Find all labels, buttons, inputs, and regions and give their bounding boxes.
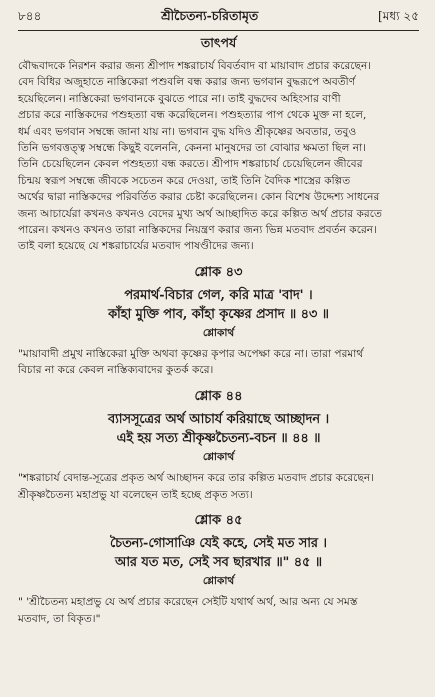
- translation-line: বিচার না করে কেবল নাস্তিক্যবাদের কুতর্ক করে।: [18, 364, 214, 377]
- translation-label: শ্লোকার্থ: [202, 326, 235, 339]
- verse-heading-44: শ্লোক ৪৪: [194, 389, 243, 405]
- verse-line: কাঁহা মুক্তি পাব, কাঁহা কৃষ্ণের প্রসাদ ॥ ৪৩ ॥: [108, 306, 329, 322]
- purport-line: বৌদ্ধবাদকে নিরশন করার জন্য শ্রীপাদ শঙ্করাচার্য বিবর্তবাদ বা মায়াবাদ প্রচার করেছেন।: [18, 60, 372, 72]
- verse-line: এই হয় সত্য শ্রীকৃষ্ণচৈতন্য-বচন ॥ ৪৪ ॥: [116, 431, 321, 447]
- chapter-reference: [মধ্য ২৫: [378, 9, 419, 23]
- purport-line: প্রচার করে নাস্তিকদের পশুহত্যা বন্ধ করেছিলেন। পশুহত্যার পাপ থেকে মুক্ত না হলে,: [18, 109, 367, 122]
- translation-label: শ্লোকার্থ: [202, 451, 235, 464]
- verse-translation-45: [18, 594, 419, 627]
- translation-label: শ্লোকার্থ: [202, 575, 235, 588]
- purport-line: অর্থের দ্বারা নাস্তিকদের পরিবর্তিত করার চেষ্টা করেছিলেন। কোন বিশেষ উদ্দেশ্য সাধনের: [18, 191, 380, 204]
- purport-line: তিনি চেয়েছিলেন কেবল পশুহত্যা বন্ধ করতে। শ্রীপাদ শঙ্করাচার্য চেয়েছিলেন জীবের: [18, 158, 363, 171]
- purport-line: পারেন। কখনও কখনও তারা নাস্তিকদের নিয়ন্ত্রণ করার জন্য ভিন্ন মতবাদ প্রবর্তন করেন।: [18, 224, 377, 237]
- verse-translation-43: [18, 346, 419, 379]
- translation-line: "মায়াবাদী প্রমুখ নাস্তিকেরা মুক্তি অথবা কৃষ্ণের কৃপার অপেক্ষা করে না। তারা পরমার্থ: [18, 347, 364, 360]
- translation-line: "শঙ্করাচার্য বেদান্ত-সূত্রের প্রকৃত অর্থ আচ্ছাদন করে তার কল্পিত মতবাদ প্রচার করেছেন।: [18, 472, 374, 485]
- verse-line: চৈতন্য-গোসাঞি যেই কহে, সেই মত সার ।: [110, 536, 327, 552]
- book-title: শ্রীচৈতন্য-চরিতামৃত: [161, 8, 259, 23]
- purport-line: তিনি ভগবত্তত্ত্ব সম্বন্ধে কিছুই বলেননি, কেননা মানুষদের তা বোঝার ক্ষমতা ছিল না।: [18, 142, 366, 155]
- verse-line: ব্যাসসূত্রের অর্থ আচার্য করিয়াছে আচ্ছাদন ।: [107, 412, 330, 428]
- purport-line: তাই বলা হয়েছে যে শঙ্করাচার্যের মতবাদ পাষণ্ডীদের জন্য।: [18, 240, 254, 253]
- verse-line: পরমার্থ-বিচার গেল, করি মাত্র 'বাদ' ।: [124, 287, 313, 303]
- running-header: [18, 8, 419, 28]
- purport-line: জন্য আচার্যেরা কখনও কখনও বেদের মুখ্য অর্থ আচ্ছাদিত করে কল্পিত অর্থ প্রচার করতে: [18, 207, 382, 220]
- purport-line: চিন্ময় স্বরূপ সম্বন্ধে জীবকে সচেতন করে দেওয়া, তাই তিনি বৈদিক শাস্ত্রের কল্পিত: [18, 174, 351, 187]
- verse-heading-45: শ্লোক ৪৫: [194, 513, 243, 529]
- translation-line: " 'শ্রীচৈতন্য মহাপ্রভু যে অর্থ প্রচার করেছেন সেইটি যথার্থ অর্থ, আর অন্য যে সমস্ত: [18, 596, 358, 609]
- verse-translation-44: [18, 470, 419, 503]
- verse-heading-43: শ্লোক ৪৩: [194, 264, 243, 280]
- verse-line: আর যত মত, সেই সব ছারখার ॥" ৪৫ ॥: [114, 555, 323, 571]
- translation-line: মতবাদ, তা বিকৃত।": [18, 612, 101, 625]
- purport-line: বেদ বিধির অজুহাতে নাস্তিকেরা পশুবলি বন্ধ করার জন্য ভগবান বুদ্ধরূপে অবতীর্ণ: [18, 76, 356, 89]
- purport-text: [18, 58, 419, 255]
- purport-title: তাৎপর্য: [200, 35, 237, 50]
- purport-line: ধর্ম এবং ভগবান সম্বন্ধে জানা যায় না। ভগবান বুদ্ধ যদিও শ্রীকৃষ্ণের অবতার, তবুও: [18, 125, 357, 138]
- page-number: ৮৪৪: [18, 9, 42, 23]
- purport-line: হয়েছিলেন। নাস্তিকেরা ভগবানকে বুঝতে পারে না। তাই বুদ্ধদেব অহিংসার বাণী: [18, 92, 341, 105]
- translation-line: শ্রীকৃষ্ণচৈতন্য মহাপ্রভু যা বলেছেন তাই হচ্ছে প্রকৃত সত্য।: [18, 488, 253, 501]
- header-rule: [18, 30, 419, 31]
